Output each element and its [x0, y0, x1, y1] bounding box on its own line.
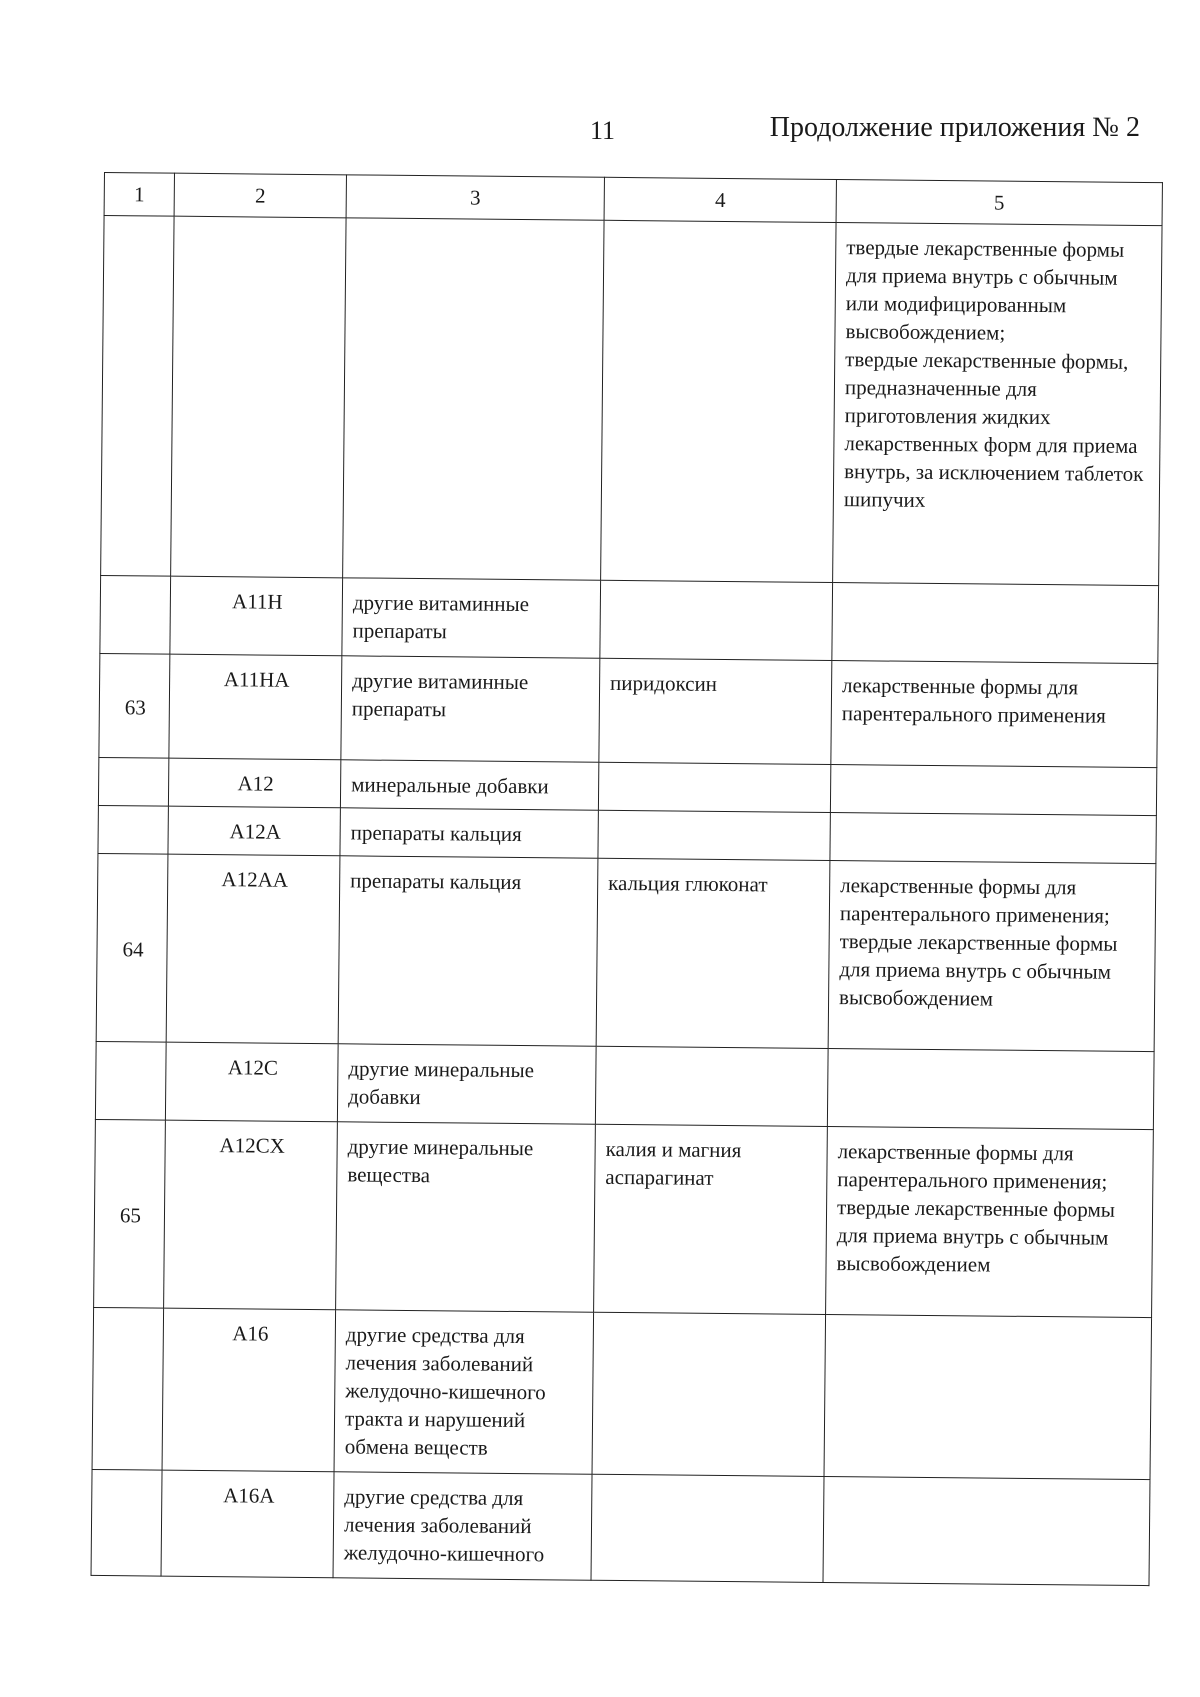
row-number-cell: 64	[96, 853, 168, 1042]
substance-cell	[591, 1474, 824, 1582]
table-row	[100, 575, 1159, 663]
group-cell: другие витаминные препараты	[342, 578, 601, 658]
medication-table	[91, 172, 1163, 1586]
dosage-form-cell	[824, 1314, 1152, 1479]
atc-code-cell: A16A	[161, 1470, 334, 1578]
group-cell	[343, 218, 604, 580]
group-cell: препараты кальция	[340, 808, 598, 858]
column-header: 2	[174, 173, 346, 218]
substance-cell: кальция глюконат	[596, 858, 830, 1048]
page-number: 11	[590, 116, 616, 145]
row-number-cell	[91, 1469, 162, 1576]
column-header: 1	[104, 173, 174, 217]
atc-code-cell: A12C	[165, 1042, 338, 1122]
dosage-form-cell: твердые лекарственные формы для приема внутрь с обычным или модифицированным высвобождением; твердые лекарственные формы, предназначенные для приготовления жидких лекарственных форм для приема внутрь, за исключением таблеток шипучих	[833, 223, 1162, 586]
group-cell: другие минеральные вещества	[336, 1122, 596, 1312]
table-row	[94, 1119, 1154, 1317]
table-row	[101, 216, 1162, 586]
dosage-form-cell	[830, 813, 1156, 864]
group-cell: другие минеральные добавки	[337, 1044, 596, 1124]
row-number-cell: 65	[94, 1119, 166, 1308]
column-header: 3	[346, 175, 604, 220]
atc-code-cell: A12	[168, 758, 340, 808]
group-cell: препараты кальция	[338, 856, 598, 1046]
column-header: 5	[836, 180, 1162, 226]
table-row	[99, 653, 1158, 767]
row-number-cell	[95, 1041, 166, 1120]
atc-code-cell: A16	[162, 1308, 336, 1472]
dosage-form-cell	[827, 1048, 1154, 1129]
table-row	[92, 1307, 1152, 1479]
table-row	[96, 853, 1156, 1051]
atc-code-cell: A11H	[170, 576, 343, 656]
dosage-form-cell	[823, 1476, 1150, 1585]
substance-cell	[598, 762, 830, 812]
column-header: 4	[604, 177, 836, 222]
row-number-cell	[98, 805, 168, 854]
substance-cell: пиридоксин	[599, 658, 832, 764]
group-cell: минеральные добавки	[340, 760, 598, 810]
atc-code-cell	[171, 216, 346, 578]
substance-cell	[600, 580, 833, 660]
row-number-cell	[101, 216, 174, 577]
substance-cell: калия и магния аспарагинат	[594, 1124, 828, 1314]
dosage-form-cell	[830, 765, 1156, 816]
page-heading: Продолжение приложения № 2	[769, 112, 1140, 143]
substance-cell	[598, 810, 830, 860]
atc-code-cell: A12A	[168, 806, 340, 856]
group-cell: другие средства для лечения заболеваний желудочно-кишечного	[333, 1472, 592, 1580]
row-number-cell	[100, 575, 171, 654]
dosage-form-cell: лекарственные формы для парентерального применения	[831, 661, 1158, 768]
substance-cell	[595, 1046, 828, 1126]
substance-cell	[592, 1312, 826, 1476]
table-row	[95, 1041, 1154, 1129]
row-number-cell: 63	[99, 653, 170, 758]
atc-code-cell: A11HA	[169, 654, 342, 760]
row-number-cell	[92, 1307, 164, 1470]
dosage-form-cell	[832, 583, 1159, 664]
dosage-form-cell: лекарственные формы для парентерального применения; твердые лекарственные формы для приема внутрь с обычным высвобождением	[828, 861, 1156, 1052]
group-cell: другие средства для лечения заболеваний желудочно-кишечного тракта и нарушений обмена веществ	[334, 1310, 594, 1474]
substance-cell	[601, 220, 836, 582]
row-number-cell	[98, 757, 168, 806]
dosage-form-cell: лекарственные формы для парентерального применения; твердые лекарственные формы для приема внутрь с обычным высвобождением	[826, 1126, 1154, 1317]
atc-code-cell: A12AA	[166, 854, 340, 1044]
group-cell: другие витаминные препараты	[341, 656, 600, 762]
table-row	[91, 1469, 1150, 1585]
atc-code-cell: A12CX	[164, 1120, 338, 1310]
